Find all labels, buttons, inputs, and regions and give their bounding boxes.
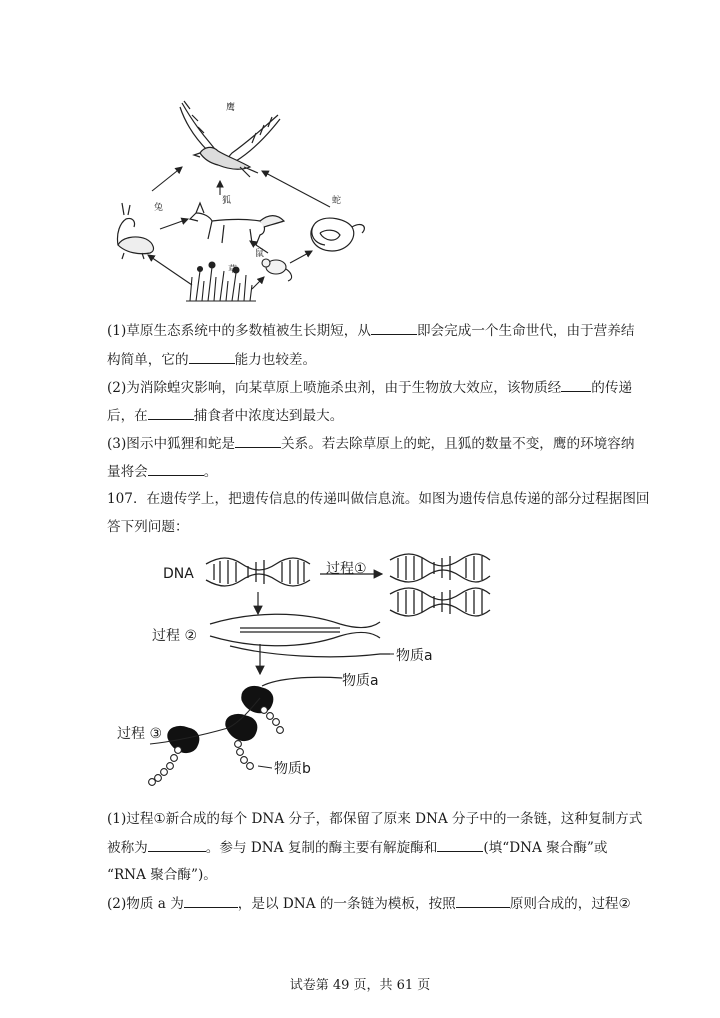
polypeptide-chain xyxy=(149,707,284,786)
label-mouse: 鼠 xyxy=(255,249,265,259)
answer-blank[interactable] xyxy=(235,434,281,448)
answer-blank[interactable] xyxy=(148,838,206,852)
q106-line-5: (3)图示中狐狸和蛇是 关系。若去除草原上的蛇，且狐的数量不变，鹰的环境容纳 xyxy=(107,436,635,452)
arrow-rabbit-to-eagle xyxy=(152,167,182,191)
dna-helix xyxy=(206,558,310,586)
q106-line-4: 后，在 捕食者中浓度达到最大。 xyxy=(107,408,344,424)
answer-blank[interactable] xyxy=(184,894,238,908)
answer-blank[interactable] xyxy=(148,406,194,420)
label-process-1: 过程① xyxy=(326,561,367,577)
grass-illustration xyxy=(186,262,256,301)
answer-blank[interactable] xyxy=(189,350,235,364)
q107-intro-line-1: 107．在遗传学上，把遗传信息的传递叫做信息流。如图为遗传信息传递的部分过程据图回 xyxy=(107,491,650,507)
label-grass: 草 xyxy=(228,265,238,275)
fox-illustration xyxy=(190,203,284,245)
label-substance-a-2: 物质a xyxy=(342,673,379,689)
q107-intro-line-2: 答下列问题： xyxy=(107,519,189,535)
q107-q1-line-3: “RNA 聚合酶”)。 xyxy=(107,867,217,883)
q106-line-1: (1)草原生态系统中的多数植被生长期短，从 即会完成一个生命世代，由于营养结 xyxy=(107,323,635,339)
label-dna: DNA xyxy=(163,566,194,582)
q107-q1-line-1: (1)过程①新合成的每个 DNA 分子，都保留了原来 DNA 分子中的一条链，这种复制方式 xyxy=(107,811,643,827)
ribosome xyxy=(168,687,273,753)
label-process-3: 过程 ③ xyxy=(117,726,163,742)
answer-blank[interactable] xyxy=(456,894,510,908)
label-fox: 狐 xyxy=(222,196,232,206)
arrow-grass-to-mouse xyxy=(252,277,264,289)
answer-blank[interactable] xyxy=(437,838,483,852)
label-eagle: 鹰 xyxy=(226,103,236,113)
mouse-illustration xyxy=(262,259,292,281)
transcription-bubble xyxy=(210,614,390,657)
label-snake: 蛇 xyxy=(332,196,342,206)
label-process-2: 过程 ② xyxy=(152,628,198,644)
arrow-rabbit-to-fox xyxy=(160,219,188,229)
label-substance-b: 物质b xyxy=(274,761,311,777)
label-rabbit: 兔 xyxy=(154,203,164,213)
rabbit-illustration xyxy=(117,203,153,259)
label-substance-a-1: 物质a xyxy=(396,648,433,664)
arrow-grass-to-rabbit xyxy=(148,255,192,285)
snake-illustration xyxy=(311,218,364,251)
q107-q1-line-2: 被称为 。参与 DNA 复制的酶主要有解旋酶和 (填“DNA 聚合酶”或 xyxy=(107,840,608,856)
q106-line-3: (2)为消除蝗灾影响，向某草原上喷施杀虫剂，由于生物放大效应，该物质经 的传递 xyxy=(107,380,633,396)
answer-blank[interactable] xyxy=(148,462,204,476)
q106-line-6: 量将会 。 xyxy=(107,464,218,480)
page-footer: 试卷第 49 页，共 61 页 xyxy=(289,978,431,993)
answer-blank[interactable] xyxy=(561,378,591,392)
arrow-snake-to-eagle xyxy=(262,171,330,207)
daughter-dna-helices xyxy=(390,554,490,616)
arrow-mouse-to-snake xyxy=(290,251,312,263)
q107-q2-line-1: (2)物质 a 为 ，是以 DNA 的一条链为模板，按照 原则合成的，过程② xyxy=(107,896,631,912)
q106-line-2: 构简单，它的 能力也较差。 xyxy=(107,352,317,368)
food-web-diagram xyxy=(100,95,390,310)
answer-blank[interactable] xyxy=(371,321,417,335)
